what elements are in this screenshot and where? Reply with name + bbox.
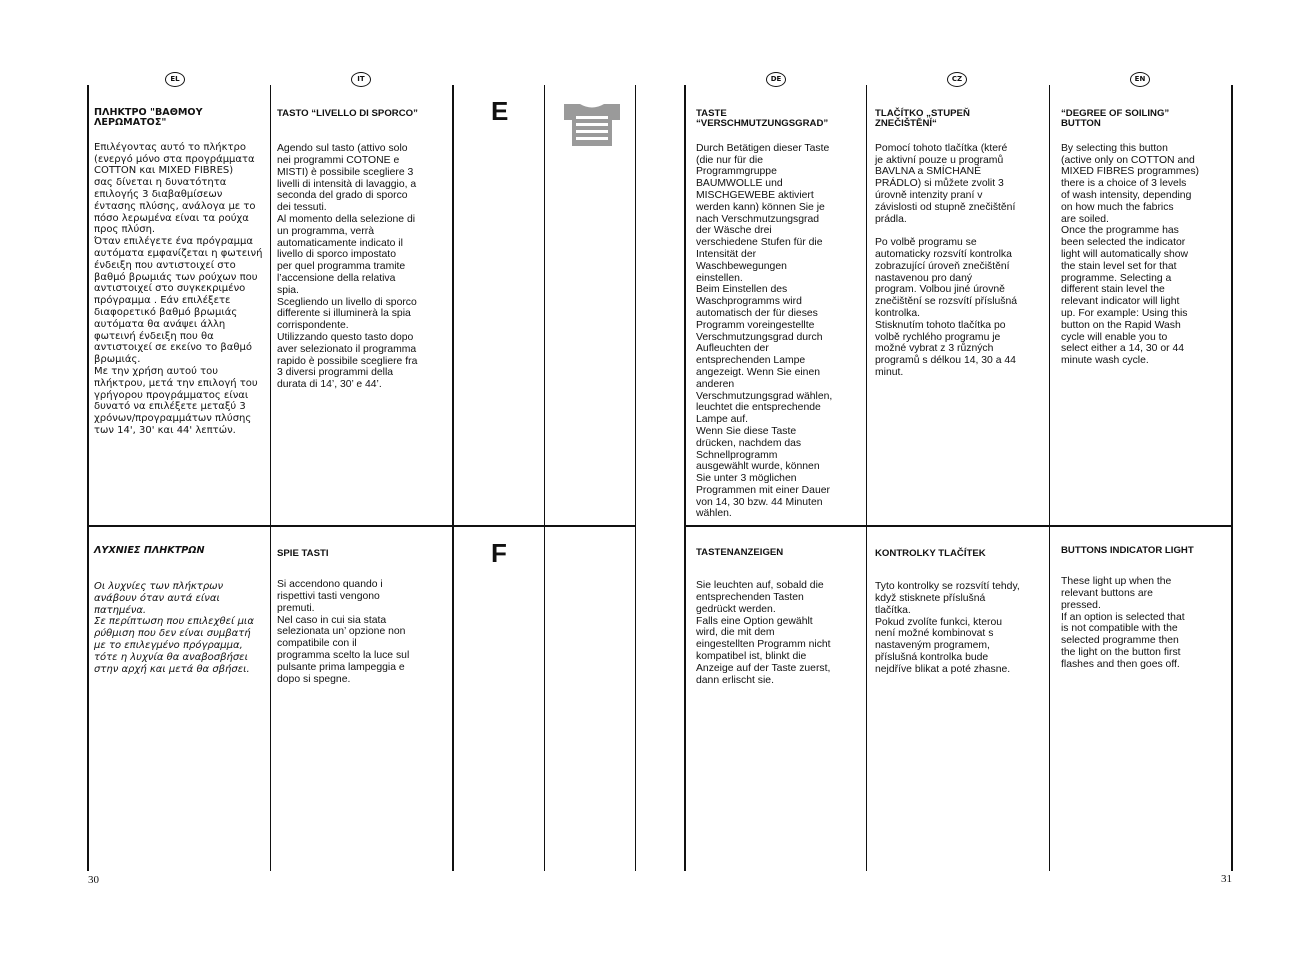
cz-buttons-indicator-section [875, 537, 1045, 687]
en-degree-of-soiling-section [1061, 97, 1229, 379]
column-rule [270, 85, 271, 871]
section-heading: ΠΛΗΚΤΡΟ "ΒΑΘΜΟΥ ΛΕΡΩΜΑΤΟΣ" [94, 106, 203, 129]
page-number-right: 31 [1221, 873, 1232, 885]
column-rule [1049, 85, 1050, 871]
column-rule [684, 85, 686, 871]
section-heading: SPIE TASTI [277, 547, 329, 559]
de-buttons-indicator-section [696, 536, 862, 698]
lang-badge-it: IT [351, 72, 371, 87]
section-body: Agendo sul tasto (attivo solo nei programmi COTONE e MISTI) è possibile scegliere 3 livelli di intensità di lavaggio, a seconda del grado di sporco dei tessuti. Al momento della selezione di un programma, verrà automaticamente indicato il livello di sporco impostato per quel programma tramite l’accensione della relativa spia. Scegliendo un livello di sporco differente si illuminerà la spia corrispondente. Utilizzando questo tasto dopo aver selezionato il programma rapido è possibile scegliere fra 3 diversi programmi della durata di 14’, 30’ e 44’. [277, 143, 418, 391]
section-body: Sie leuchten auf, sobald die entsprechenden Tasten gedrückt werden. Falls eine Option gewählt wird, die mit dem eingestellten Programm nicht kompatibel ist, blinkt die Anzeige auf der Taste zuerst, dann erlischt sie. [696, 580, 831, 686]
column-rule [452, 85, 454, 871]
section-body: These light up when the relevant buttons are pressed. If an option is selected that is not compatible with the selected programme then the light on the button first flashes and then goes off. [1061, 576, 1185, 670]
section-body: Οι λυχνίες των πλήκτρων ανάβουν όταν αυτά είναι πατημένα. Σε περίπτωση που επιλεχθεί μια ρύθμιση που δεν είναι συμβατή με το επιλεγμένο πρόγραμμα, τότε η λυχνία θα αναβοσβήσει στην αρχή και μετά θα σβήσει. [94, 580, 254, 675]
el-degree-of-soiling-section [94, 96, 266, 449]
column-rule [544, 85, 545, 871]
page-number-left: 30 [88, 874, 99, 886]
section-body: Tyto kontrolky se rozsvítí tehdy, když stisknete příslušná tlačítka. Pokud zvolíte funkci, kterou není možné kombinovat s nastaveným programem, příslušná kontrolka bude nejdříve blikat a poté zhasne. [875, 581, 1020, 675]
it-buttons-indicator-section [277, 537, 449, 697]
it-degree-of-soiling-section [277, 97, 449, 403]
section-heading: TLAČÍTKO „STUPEŇ ZNEČIŠTĚNÍ“ [875, 107, 970, 130]
column-rule [635, 85, 636, 871]
column-rule [866, 85, 867, 871]
en-buttons-indicator-section [1061, 534, 1229, 682]
section-body: Pomocí tohoto tlačítka (které je aktivní pouze u programů BAVLNA a SMÍCHANÉ PRÁDLO) si můžete zvolit 3 úrovně intenzity praní v závislosti od stupně znečištění prádla. Po volbě programu se automaticky rozsvítí kontrolka zobrazující úroveň znečištění nastavenou pro daný program. Volbou jiné úrovně znečištění se rozsvítí příslušná kontrolka. Stisknutím tohoto tlačítka po volbě rychlého programu je možné vybrat z 3 různých programů s délkou 14, 30 a 44 minut. [875, 142, 1018, 378]
cz-degree-of-soiling-section [875, 97, 1045, 391]
section-body: By selecting this button (active only on COTTON and MIXED FIBRES programmes) there is a choice of 3 levels of wash intensity, depending on how much the fabrics are soiled. Once the programme has been selected the indicator light will automatically show the stain level set for that programme. Selecting a different stain level the relevant indicator will light up. For example: Using this button on the Rapid Wash cycle will enable you to select either a 14, 30 or 44 minute wash cycle. [1061, 142, 1199, 367]
row-divider [87, 525, 636, 527]
section-body: Durch Betätigen dieser Taste (die nur für die Programmgruppe BAUMWOLLE und MISCHGEWEBE aktiviert werden kann) können Sie je nach Verschmutzungsgrad der Wäsche drei verschiedene Stufen für die Intensität der Waschbewegungen einstellen. Beim Einstellen des Waschprogramms wird automatisch der für dieses Programm voreingestellte Verschmutzungsgrad durch Aufleuchten der entsprechenden Lampe angezeigt. Wenn Sie einen anderen Verschmutzungsgrad wählen, leuchtet die entsprechende Lampe auf. Wenn Sie diese Taste drücken, nachdem das Schnellprogramm ausgewählt wurde, können Sie unter 3 möglichen Programmen mit einer Dauer von 14, 30 bzw. 44 Minuten wählen. [696, 142, 833, 520]
el-buttons-indicator-section [94, 534, 266, 687]
column-rule [1231, 85, 1233, 871]
section-heading: ΛΥΧΝΙΕΣ ΠΛΗΚΤΡΩΝ [94, 544, 205, 556]
section-body: Επιλέγοντας αυτό το πλήκτρο (ενεργό μόνο στα προγράμματα COTTON και MIXED FIBRES) σας δίνεται η δυνατότητα επιλογής 3 διαβαθμίσεων έντασης πλύσης, ανάλογα με το πόσο λερωμένα είναι τα ρούχα προς πλύση. Όταν επιλέγετε ένα πρόγραμμα αυτόματα εμφανίζεται η φωτεινή ένδειξη που αντιστοιχεί στο βαθμό βρωμιάς των ρούχων που αντιστοιχεί στο συγκεκριμένο πρόγραμμα . Εάν επιλέξετε διαφορετικό βαθμό βρωμιάς αυτόματα θα ανάψει άλλη φωτεινή ένδειξη που θα αντιστοιχεί σε εκείνο το βαθμό βρωμιάς. Με την χρήση αυτού του πλήκτρου, μετά την επιλογή του γρήγορου προγράμματος είναι δυνατό να επιλέξετε μεταξύ 3 χρόνων/προγραμμάτων πλύσης των 14', 30' και 44' λεπτών. [94, 141, 263, 436]
column-rule [87, 85, 89, 871]
shirt-icon [562, 100, 622, 148]
de-degree-of-soiling-section [696, 97, 862, 532]
lang-badge-cz: CZ [947, 72, 967, 87]
section-heading: TASTENANZEIGEN [696, 546, 784, 558]
section-heading: BUTTONS INDICATOR LIGHT [1061, 544, 1194, 556]
lang-badge-en: EN [1130, 72, 1150, 87]
section-letter-f: F [491, 538, 507, 568]
section-heading: KONTROLKY TLAČÍTEK [875, 547, 986, 559]
section-body: Si accendono quando i rispettivi tasti vengono premuti. Nel caso in cui sia stata selezionata un’ opzione non compatibile con il programma scelto la luce sul pulsante prima lampeggia e dopo si spegne. [277, 579, 410, 685]
section-letter-e: E [491, 96, 509, 126]
section-heading: TASTO “LIVELLO DI SPORCO” [277, 107, 418, 119]
section-heading: “DEGREE OF SOILING” BUTTON [1061, 107, 1170, 130]
section-heading: TASTE “VERSCHMUTZUNGSGRAD” [696, 107, 829, 130]
lang-badge-el: EL [165, 72, 185, 87]
lang-badge-de: DE [766, 72, 786, 87]
